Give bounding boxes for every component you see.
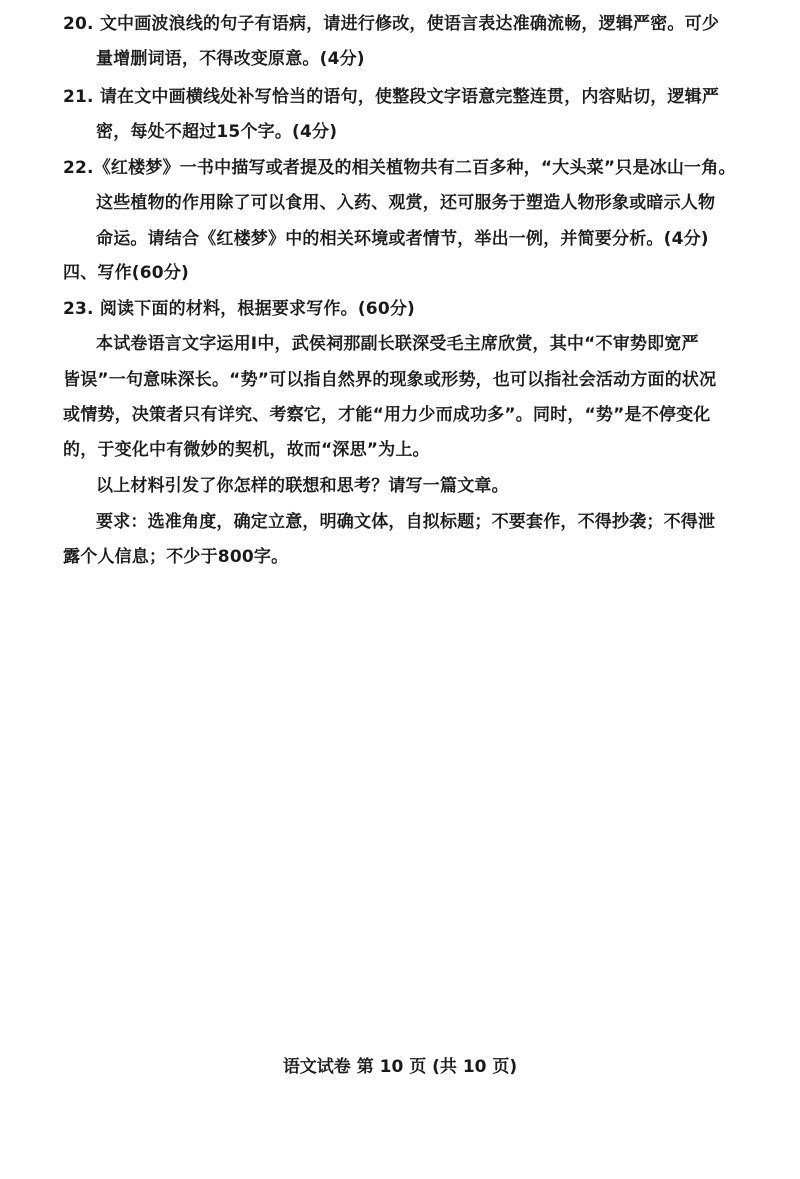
writing-prompt: 以上材料引发了你怎样的联想和思考？请写一篇文章。 bbox=[96, 476, 509, 496]
question-20-line-1: 20. 文中画波浪线的句子有语病，请进行修改，使语言表达准确流畅，逻辑严密。可少 bbox=[63, 14, 720, 34]
page-footer: 语文试卷 第 10 页 (共 10 页) bbox=[282, 1057, 518, 1077]
material-line-2: 皆误”一句意味深长。“势”可以指自然界的现象或形势，也可以指社会活动方面的状况 bbox=[63, 370, 717, 390]
material-line-1: 本试卷语言文字运用Ⅰ中，武侯祠那副长联深受毛主席欣赏，其中“不审势即宽严 bbox=[96, 334, 699, 354]
material-line-3: 或情势，决策者只有详究、考察它，才能“用力少而成功多”。同时，“势”是不停变化 bbox=[63, 405, 711, 425]
question-20-line-2: 量增删词语，不得改变原意。(4分) bbox=[96, 49, 365, 69]
requirements-line-1: 要求：选准角度，确定立意，明确文体，自拟标题；不要套作，不得抄袭；不得泄 bbox=[96, 512, 716, 532]
question-21-line-2: 密，每处不超过15个字。(4分) bbox=[96, 122, 338, 142]
question-21-line-1: 21. 请在文中画横线处补写恰当的语句，使整段文字语意完整连贯，内容贴切，逻辑严 bbox=[63, 87, 720, 107]
question-22-line-1: 22.《红楼梦》一书中描写或者提及的相关植物共有二百多种，“大头菜”只是冰山一角。 bbox=[63, 158, 736, 178]
requirements-line-2: 露个人信息；不少于800字。 bbox=[63, 547, 289, 567]
question-23-intro: 23. 阅读下面的材料，根据要求写作。(60分) bbox=[63, 299, 416, 319]
section-heading-writing: 四、写作(60分) bbox=[63, 263, 189, 283]
material-line-4: 的，于变化中有微妙的契机，故而“深思”为上。 bbox=[63, 440, 430, 460]
question-22-line-3: 命运。请结合《红楼梦》中的相关环境或者情节，举出一例，并简要分析。(4分) bbox=[96, 229, 709, 249]
question-22-line-2: 这些植物的作用除了可以食用、入药、观赏，还可服务于塑造人物形象或暗示人物 bbox=[96, 193, 716, 213]
